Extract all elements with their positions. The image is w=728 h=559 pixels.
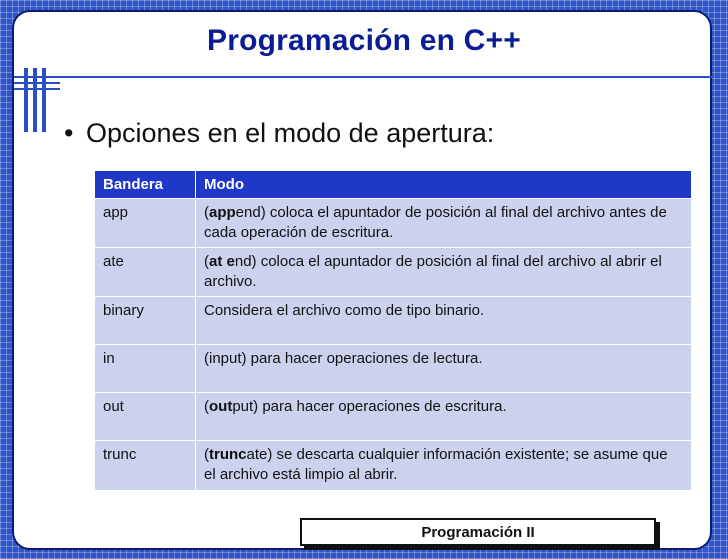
cell-mode: Considera el archivo como de tipo binario.	[196, 297, 692, 345]
cell-flag: in	[95, 345, 196, 393]
decorative-horizontal-rule	[14, 76, 714, 90]
cell-flag: out	[95, 393, 196, 441]
open-modes-table	[94, 170, 692, 491]
table-row	[95, 345, 692, 393]
header-bandera: Bandera	[95, 171, 196, 199]
cell-mode: (truncate) se descarta cualquier información existente; se asume que el archivo está limpio al abrir.	[196, 441, 692, 491]
bullet-text: Opciones en el modo de apertura:	[86, 118, 495, 148]
table-row	[95, 393, 692, 441]
table-row	[95, 199, 692, 248]
table-row	[95, 297, 692, 345]
cell-flag: trunc	[95, 441, 196, 491]
bullet-icon: •	[64, 118, 74, 148]
table-header-row	[95, 171, 692, 199]
cell-flag: ate	[95, 248, 196, 297]
table-row	[95, 248, 692, 297]
footer-box	[300, 518, 656, 546]
slide-title: Programación en C++	[207, 24, 521, 57]
table-row	[95, 441, 692, 491]
cell-mode: (append) coloca el apuntador de posición al final del archivo antes de cada operación de escritura.	[196, 199, 692, 248]
header-modo: Modo	[196, 171, 692, 199]
cell-flag: binary	[95, 297, 196, 345]
cell-mode: (input) para hacer operaciones de lectura.	[196, 345, 692, 393]
cell-mode: (output) para hacer operaciones de escritura.	[196, 393, 692, 441]
cell-flag: app	[95, 199, 196, 248]
footer-label: Programación II	[421, 524, 535, 541]
cell-mode: (at end) coloca el apuntador de posición al final del archivo al abrir el archivo.	[196, 248, 692, 297]
bullet-item	[64, 118, 494, 149]
